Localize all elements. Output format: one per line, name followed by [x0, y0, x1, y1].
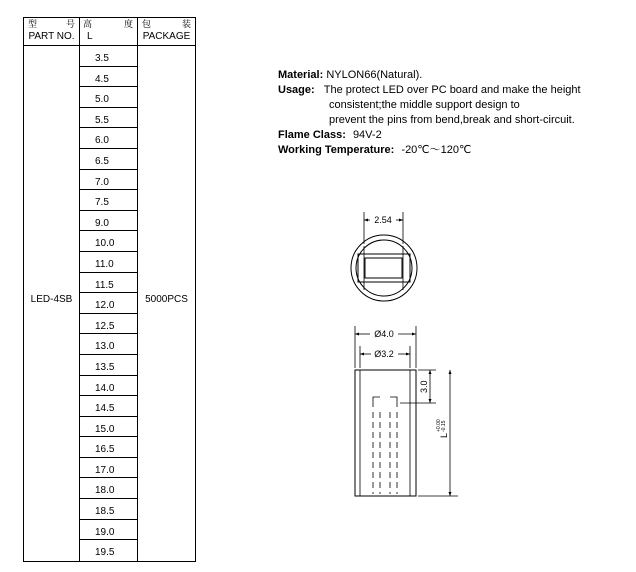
- height-row: 6.5: [79, 149, 137, 170]
- material-value: NYLON66(Natural).: [326, 69, 423, 81]
- height-header: [79, 18, 137, 46]
- height-header-cn-1: 高: [83, 20, 93, 30]
- height-row: 18.5: [79, 499, 137, 520]
- part-column: [24, 18, 80, 561]
- usage-line-3: prevent the pins from bend,break and short-circuit.: [329, 114, 575, 126]
- height-header-cn-2: 度: [123, 20, 133, 30]
- part-header-en: PART NO.: [28, 31, 75, 42]
- package-column: [138, 18, 195, 561]
- flame-line: [278, 128, 581, 143]
- length-tolerance-minus: -0.15: [441, 420, 447, 432]
- temperature-value: -20℃～120℃: [401, 144, 472, 156]
- length-tolerance-plus: +0.00: [436, 419, 442, 432]
- top-dim-label: 2.54: [374, 215, 392, 225]
- height-row: 19.0: [79, 520, 137, 541]
- usage-line-1: The protect LED over PC board and make the height: [323, 84, 581, 96]
- height-row: 12.5: [79, 314, 137, 335]
- length-dim-label: L: [439, 432, 449, 438]
- package-header: [138, 18, 195, 46]
- pin-slot: [365, 258, 402, 278]
- height-row: 7.0: [79, 170, 137, 191]
- usage-line-2: consistent;the middle support design to: [329, 99, 520, 111]
- height-row: 10.0: [79, 231, 137, 252]
- temperature-line: [278, 143, 581, 158]
- height-row: 18.0: [79, 478, 137, 499]
- height-row: 5.5: [79, 108, 137, 129]
- height-row: 6.0: [79, 128, 137, 149]
- height-row: 13.5: [79, 355, 137, 376]
- package-header-cn-1: 包: [142, 20, 152, 30]
- height-row: 17.0: [79, 458, 137, 479]
- specifications: [278, 68, 581, 158]
- part-header-cn-2: 号: [65, 20, 75, 30]
- height-row: 14.5: [79, 396, 137, 417]
- package-header-cn-2: 装: [181, 20, 191, 30]
- package-header-en: PACKAGE: [142, 31, 191, 42]
- height-row: 7.5: [79, 190, 137, 211]
- height-row: 19.5: [95, 547, 115, 559]
- material-line: [278, 68, 581, 83]
- height-row: 14.0: [79, 376, 137, 397]
- outer-circle: [351, 235, 417, 301]
- height-header-en: L: [87, 31, 93, 42]
- height-rows: [79, 46, 137, 561]
- spec-table: [23, 17, 196, 562]
- package-value: 5000PCS: [145, 294, 188, 305]
- flame-label: Flame Class:: [278, 129, 346, 141]
- part-header: [24, 18, 79, 46]
- usage-line: [278, 83, 581, 98]
- outer-diameter-label: Ø4.0: [374, 329, 394, 339]
- height-row: 13.0: [79, 334, 137, 355]
- height-row: 15.0: [79, 417, 137, 438]
- height-column: [79, 18, 138, 561]
- height-row: 9.0: [79, 211, 137, 232]
- usage-label: Usage:: [278, 84, 315, 96]
- height-row: 11.0: [79, 252, 137, 273]
- height-row: 5.0: [79, 87, 137, 108]
- height-row: 3.5: [79, 46, 137, 67]
- material-label: Material:: [278, 69, 324, 81]
- top-view-drawing: [340, 208, 430, 308]
- height-row: 4.5: [79, 67, 137, 88]
- inner-diameter-label: Ø3.2: [374, 349, 394, 359]
- part-number: LED-4SB: [30, 294, 73, 305]
- height-row: 12.0: [79, 293, 137, 314]
- flame-value: 94V-2: [352, 129, 382, 141]
- side-body: [355, 370, 416, 496]
- temperature-label: Working Temperature:: [278, 144, 395, 156]
- side-view-drawing: [340, 322, 470, 502]
- height-row: 16.5: [79, 437, 137, 458]
- height-row: 11.5: [79, 273, 137, 294]
- part-header-cn-1: 型: [28, 20, 38, 30]
- height-dim-label: 3.0: [419, 380, 429, 393]
